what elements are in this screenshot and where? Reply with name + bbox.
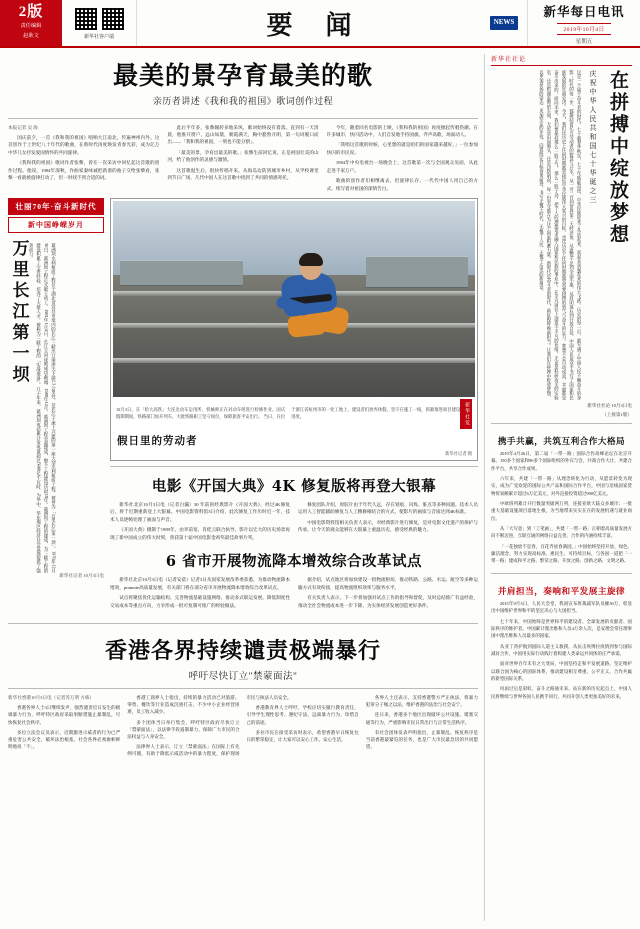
continued-from-note: （上接第1版） (602, 412, 632, 417)
feature-row (8, 198, 478, 612)
masthead (0, 0, 640, 48)
photo-caption-row (113, 397, 475, 429)
paragraph: 风雨过后是彩虹，奋斗之路通未来。站在新的历史起点上，中国人民将继续与世界各国人民携手同行，共同开创人类更加美好的未来。 (491, 686, 632, 699)
vertical-title-wrap (8, 239, 104, 573)
editorial-credit: 新华社社论 10月3日电 (587, 403, 632, 408)
lead-headline: 最美的景孕育最美的歌 (112, 61, 373, 90)
editorial-top (491, 70, 632, 400)
paper-identity (527, 0, 640, 46)
right-column (484, 54, 632, 921)
paragraph: 六年来，共建「一带一路」从理念转化为行动，从愿景转变为现实，成为广受欢迎的国际公共产品和国际合作平台。中国与沿线国家货物贸易额累计超过6万亿美元，对外直接投资超过900亿美元。 (491, 476, 632, 496)
qr-label: 新华社客户端 (83, 34, 114, 40)
bottom-body (8, 694, 478, 758)
feature-vertical-body: 葛洲坝水利枢纽工程位于湖北省宜昌市境内的长江三峡出口南津关下游2.3公里处，是长江干流上兴建的第一座大型水利枢纽工程，被誉为「万里长江第一坝」。1970年12月30日，葛洲坝工程正式破土动工。1981年1月4日，长江主河床被成功截流。1988年12月，葛洲坝工程全部建成，整个工程建设历时18年。葛洲坝工程的建成，为三峡工程的建设积累了宝贵经验，培养了大批人才，被称为三峡工程的「实战准备」。几十年来，葛洲坝电站累计发电量超过5000亿千瓦时，为华中、华东地区经济社会发展提供了强劲动力。 (29, 243, 57, 573)
page-body (0, 48, 640, 929)
paragraph: 据介绍，试点地区将加快建设一批物流枢纽，推动铁路、公路、水运、航空等多种运输方式有效衔接，提高物流组织效率与服务水平。 (298, 577, 478, 590)
divider (8, 623, 478, 624)
paragraph: 2015年9月3日，人民大会堂，我国宣布将裁减军队员额30万，彰显出中国维护世界和平的坚定决心与大国担当。 (491, 600, 632, 614)
issue-weekday: 星期五 (575, 38, 593, 45)
qr-code-secondary-icon[interactable] (101, 7, 125, 31)
paragraph: 从亚丁湾护航到国际人道主义救援，从抗击埃博拉疫情到参与国际减贫合作，中国用实际行动践行着构建人类命运共同体的庄严承诺。 (491, 643, 632, 656)
paragraph: 连日来，香港多个地区出现破坏公共设施、堵塞交通等行为，严重影响市民日常出行与正常生活秩序。 (365, 712, 478, 725)
photo-credit: 新华社记者 摄 (445, 451, 472, 456)
paragraph: 从「大写意」到「工笔画」，共建「一带一路」正朝着高质量发展方向不断迈进，互联互通的网络日益完善，合作的内涵持续丰富。 (491, 526, 632, 539)
page-number: 2版 (18, 4, 44, 21)
lead-paragraph: 今年，随着同名电影的上映，《我和我的祖国》再度掀起传唱热潮。在许多城市，快闪活动中，人们自发地手持国旗，齐声高歌，场面动人。 (326, 124, 478, 137)
paragraph: 法律界人士表示，订立「禁蒙面法」在国际上有先例可循，有助于降低示威活动中的暴力程度，保护现场市民与执法人员安全。 (127, 694, 292, 757)
photo-rail (113, 358, 475, 363)
divider (110, 466, 478, 467)
logo (481, 0, 527, 46)
section-title: 要 闻 (266, 10, 364, 41)
feature-credit: 新华社记者 10月3日电 (59, 573, 104, 578)
paragraph: 香港教育界人士呼吁，学校应切实履行教育责任，引导学生理性思考、遵纪守法，远离暴力行为，珍惜自己的前途。 (246, 705, 359, 725)
paragraph: 中国电影资料馆相关负责人表示，对经典影片进行修复，是对电影文化遗产的保护与传承，让今天的观众能够在大银幕上重温历史、感受经典的魅力。 (298, 519, 478, 533)
right-section-2-title: 并肩担当，奏响和平发展主旋律 (497, 585, 626, 596)
photo-title: 假日里的劳动者 (117, 436, 198, 447)
lead-paragraph: 1984年中央电视台一场晚会上，这首歌第一次与全国观众见面，从此走进千家万户。 (326, 160, 478, 173)
paragraph: 新华社北京10月3日电（记者白瀛）30 年前的经典影片《开国大典》，经过4K修复后，将于近期重新登上大银幕。中国电影资料馆3日介绍，此次修复工作历时近一年，技术人员逐帧处理了画面与声音。 (110, 502, 290, 522)
paragraph: 香港各界人士3日继续发声，强烈谴责近日发生的极端暴力行为，呼吁特区政府采取果断措施止暴制乱，尽快恢复社会秩序。 (8, 705, 121, 725)
right-section-2-body (491, 600, 632, 703)
paragraph: 修复团队介绍，原胶片由于年代久远，存在划痕、闪烁、脏点等多种问题。技术人员运用人工智能辅助修复与人工精修相结合的方式，使影片的画质与音质达到4K标准。 (298, 502, 478, 515)
mid-story-1-body (110, 501, 478, 541)
bottom-byline: 新华社香港10月3日电（记者苏万明 方栋） (8, 694, 95, 700)
paragraph: 2019年4月26日，第二届「一带一路」国际合作高峰论坛在北京开幕。150多个国家和90多个国际组织的外宾与会，共商合作大计，共建合作平台，共享合作成果。 (491, 451, 632, 471)
lead-subhead: 亲历者讲述《我和我的祖国》歌词创作过程 (152, 95, 334, 106)
photo-caption: 10月3日，在「哈大高铁」大连北动车运用所，机械师正在对动车组进行检修作业。国庆假期期间，铁路部门加开列车，大批铁路职工坚守岗位，保障旅客平安出行。 (116, 407, 286, 419)
photo-beam (120, 260, 243, 286)
paragraph: 试点将聚焦优化运输结构、完善物流基础设施网络、推动多式联运发展、降低制度性交易成本等重点方向，力争形成一批可复制可推广的经验做法。 (110, 595, 290, 608)
paragraph: 各界人士还表示，支持香港警方严正执法，将暴力犯罪分子绳之以法，维护香港的法治与社会安宁。 (365, 694, 478, 708)
lead-paragraph: 歌曲的创作者们相继离去，但旋律长存。一代代中国人用自己的方式，续写着对祖国的深情告白。 (326, 178, 478, 191)
paragraph: 中欧班列累计开行数量突破两万列，连接亚欧大陆众多城市；一批重大基础设施项目落地生根，为当地带来实实在在的发展机遇与就业岗位。 (491, 501, 632, 521)
paragraph: 新华社北京10月3日电（记者安蓓）记者3日从国家发展改革委获悉，为推动物流降本增效，promote高质量发展，有关部门将在部分省市开展物流降本增效综合改革试点。 (110, 577, 290, 590)
anniversary-badge: 壮丽70年·奋斗新时代 (8, 198, 104, 215)
lead-byline: 本报记者 吴 海 (8, 124, 38, 130)
photo-side-tag: 新华社发 (460, 399, 472, 429)
divider (8, 688, 478, 689)
issue-date: 2019年10月4日 (557, 23, 610, 35)
paragraph: 有关负责人表示，下一步将加强对试点工作的指导和督促，及时总结推广有益经验，推动全社会物流成本进一步下降，为实体经济发展创造更好条件。 (298, 595, 478, 608)
photo-beam (366, 256, 467, 288)
editor-name: 赵耿文 (23, 32, 39, 39)
logo-text: NEWS (490, 16, 519, 30)
paragraph: 《开国大典》摄制于1989年，由李前宽、肖桂云联合执导，影片以宏大的历史场景再现了新中国成立的伟大时刻，曾获第十届中国电影金鸡奖最佳故事片奖。 (110, 527, 290, 540)
paragraph: 面对世界百年未有之大变局，中国坚持走和平发展道路，坚定维护以联合国为核心的国际体系，推动建设相互尊重、公平正义、合作共赢的新型国际关系。 (491, 661, 632, 681)
divider (491, 423, 632, 424)
paragraph: 香港工商界人士指出，持续的暴力活动已对旅游、零售、餐饮等行业造成沉重打击，不少中小企业经营困难，员工收入减少。 (127, 694, 240, 715)
qr-block (62, 0, 137, 46)
mid-story-2-body (110, 576, 478, 612)
editorial-vertical-subhead: 庆祝中华人民共和国七十华诞之三 (589, 70, 597, 205)
lead-paragraph: 这首歌诞生后，很快传唱开来。从海岛边防到城市乡村，从学校课堂到节日广场，几代中国人在这首歌中找到了共同的情感寄托。 (167, 167, 319, 181)
mid-story-1-headline: 电影《开国大典》4K 修复版将再登大银幕 (151, 478, 437, 495)
divider (491, 573, 632, 574)
qr-code-icon[interactable] (74, 7, 98, 31)
main-column (8, 54, 484, 921)
paragraph: 「一花独放不是春，百花齐放春满园。」中国始终坚持开放、绿色、廉洁理念，努力实现高标准、惠民生、可持续目标，与各国一道把「一带一路」建成和平之路、繁荣之路、开放之路、创新之路、文明之路。 (491, 543, 632, 564)
page-number-block (0, 0, 62, 46)
paragraph: 多个团体当日举行集会，呼吁特区政府尽快订立「禁蒙面法」，以法律手段遏制暴力，保障广大市民的合法权益与人身安全。 (127, 719, 240, 739)
bottom-subhead: 呼吁尽快订立"禁蒙面法" (188, 671, 298, 682)
right-section-1-title: 携手共赢，共筑互利合作大格局 (497, 436, 626, 446)
lead-paragraph: 「最美的景，孕育出最美的歌。」张藜生前回忆说，正是祖国壮美的山河，给了他创作的灵感与激情。 (167, 149, 319, 163)
photo-and-mid-stories (110, 198, 478, 612)
lead-paragraph: 「我唱这首歌的时候，心里想的就是咱们的国家越来越好。」一位参加快闪的市民说。 (326, 142, 478, 155)
paper-name: 新华每日电讯 (543, 4, 625, 19)
divider (8, 118, 478, 119)
right-section-1-body (491, 450, 632, 568)
paragraph: 有社会团体发表声明指出，止暴制乱、恢复秩序是当前香港最紧迫的任务，也是广大市民最急切的共同愿望。 (365, 729, 478, 750)
photo-caption-secondary: 当日，在位于浙江省杭州市的一处工地上，建设者们放弃休假，坚守在施工一线，抓紧推进项目建设进度。 (263, 407, 461, 419)
mid-story-2-headline: 6 省市开展物流降本增效综合改革试点 (165, 553, 423, 571)
lead-paragraph: 此后半年多，张藜辗转多地采风，歌词始终没有着落。直到有一天清晨，他推开窗户，远山如黛，朝霞满天，胸中豁然开朗，第一句词脱口而出——「我和我的祖国，一刻也不能分割」。 (167, 124, 319, 145)
anniversary-badge-sub: 新中国峥嵘岁月 (8, 217, 104, 233)
editorial-label: 新华社社论 (491, 54, 632, 66)
feature-vertical-title: 万里长江第一坝 (8, 239, 29, 386)
editor-role: 责任编辑 (20, 23, 42, 30)
paragraph: 多位立法会议员表示，近期激进示威者的行为已严重危害公共安全，破坏法治根基，社会各界必须旗帜鲜明地说「不」。 (8, 729, 121, 750)
lead-paragraph: 国庆前夕，一首《我和我的祖国》唱响大江南北，传遍神州内外。这首创作于上世纪八十年代的歌曲，在新时代再度焕发青春光彩，成为亿万中华儿女抒发爱国情怀的共同旋律。 (8, 134, 160, 155)
editorial-vertical-body: 这是一个属于奋斗者的时代。七十载春华秋实，七十年砥砺奋进，中华民族迎来了从站起来、富起来到强起来的伟大飞跃。历史的每一页，都写满了中国人民不懈奋斗的身影；时代的每一步，都凝结着亿万劳动者的智慧与汗水。从一穷二白到世界第二大经济体，从温饱不足到全面小康，从封闭落后到开放自信，中国人民用双手书写了国家和民族发展的壮丽史诗。今天，我们比历史上任何时期都更接近中华民族伟大复兴的目标，也比历史上任何时期都更需要拼搏的勇气与奋斗的定力。梦想不会自动成真，幸福都是奋斗出来的。面向未来，我们要保持那么一股子气、那么一股子劲，把个人的理想追求融入国家和民族的事业中，在平凡岗位上创造不平凡的业绩。无论是科研攻关的实验室，还是机器轰鸣的车间，无论是田间地头，还是边防哨所，每一份坚守都在为这个国家积蓄力量。新时代是奋斗者的时代，新征程呼唤新担当。让我们在拼搏中绽放梦想，以更加昂扬的姿态、更加坚定的步伐，向着既定目标奋勇前进，书写无愧于时代、无愧于人民、无愧于历史的新篇章。 (539, 70, 582, 400)
bottom-headline: 香港各界持续谴责极端暴行 (104, 637, 381, 664)
lead-body (8, 124, 478, 193)
editorial-vertical-title: 在拼搏中绽放梦想 (607, 70, 629, 246)
paragraph: 多位市民在接受采访时表示，希望香港早日恢复往日的繁荣稳定，让大家可以安心工作、安心生活。 (246, 729, 359, 742)
photo-block (110, 198, 478, 461)
photo-image (113, 201, 475, 397)
bottom-story (8, 618, 478, 758)
lead-paragraph: 《我和我的祖国》歌词作者张藜，曾在一次采访中回忆起这首歌的创作过程。他说，1984年深秋，作曲家秦咏诚把新谱的曲子交给张藜看，张藜一看就被旋律打动了，但一时找不到合适的词。 (8, 160, 160, 181)
photo-worker (272, 248, 358, 352)
paragraph: 七十年来，中国始终是世界和平的建设者、全球发展的贡献者、国际秩序的维护者。中国累计派出维和人员4万余人次，是安理会常任理事国中派出维和人员最多的国家。 (491, 618, 632, 639)
anniversary-feature (8, 198, 104, 612)
